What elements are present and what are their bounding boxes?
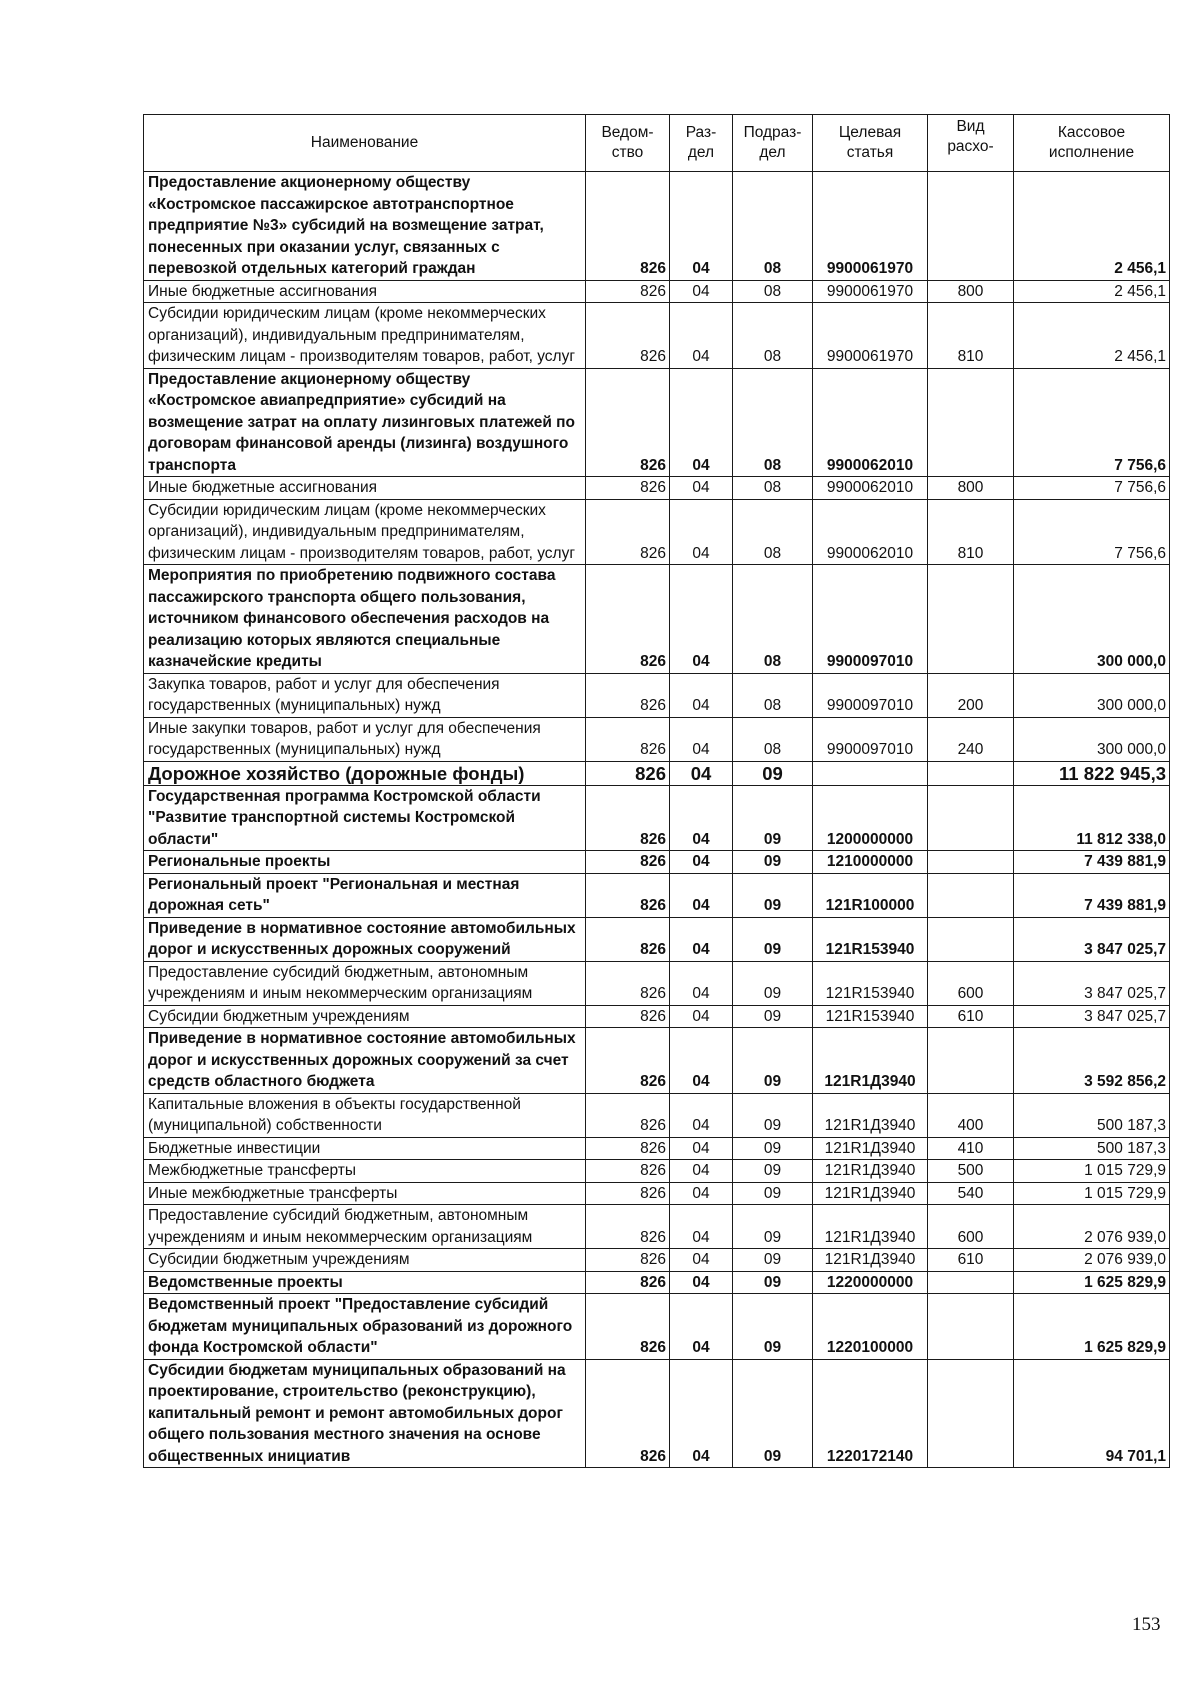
row-vid-rashodov [928,565,1014,674]
row-podrazdel: 09 [733,1137,813,1160]
row-vid-rashodov [928,1294,1014,1360]
row-vedomstvo: 826 [586,1160,670,1183]
table-row [144,1160,1170,1183]
row-podrazdel: 08 [733,172,813,281]
row-vedomstvo: 826 [586,1249,670,1272]
row-razdel: 04 [670,961,733,1005]
row-vedomstvo: 826 [586,565,670,674]
header-razdel: Раз- дел [670,115,733,172]
row-razdel: 04 [670,1359,733,1468]
row-vid-rashodov: 600 [928,1205,1014,1249]
row-razdel: 04 [670,280,733,303]
row-razdel: 04 [670,565,733,674]
row-vid-rashodov [928,1028,1014,1094]
row-razdel: 04 [670,1005,733,1028]
row-vedomstvo: 826 [586,961,670,1005]
row-razdel: 04 [670,717,733,761]
row-vid-rashodov: 610 [928,1249,1014,1272]
row-podrazdel: 09 [733,961,813,1005]
row-vedomstvo: 826 [586,917,670,961]
row-vid-rashodov: 800 [928,477,1014,500]
row-vid-rashodov [928,785,1014,851]
row-podrazdel: 08 [733,565,813,674]
row-name: Предоставление субсидий бюджетным, автономным учреждениям и иным некоммерческим организациям [144,961,586,1005]
row-celevaya-statya: 9900062010 [813,499,928,565]
table-row [144,1028,1170,1094]
row-podrazdel: 09 [733,1205,813,1249]
table-row [144,499,1170,565]
table-header-row [144,115,1170,172]
row-kassovoe-ispolnenie: 1 625 829,9 [1014,1271,1170,1294]
row-razdel: 04 [670,1093,733,1137]
row-kassovoe-ispolnenie: 300 000,0 [1014,673,1170,717]
row-vid-rashodov [928,1359,1014,1468]
row-name: Предоставление субсидий бюджетным, автономным учреждениям и иным некоммерческим организациям [144,1205,586,1249]
row-vedomstvo: 826 [586,1271,670,1294]
row-name: Ведомственные проекты [144,1271,586,1294]
row-celevaya-statya: 9900062010 [813,368,928,477]
row-podrazdel: 09 [733,1093,813,1137]
row-celevaya-statya: 9900062010 [813,477,928,500]
row-vid-rashodov [928,1271,1014,1294]
row-podrazdel: 09 [733,1359,813,1468]
row-vedomstvo: 826 [586,1137,670,1160]
row-vedomstvo: 826 [586,673,670,717]
row-celevaya-statya: 9900061970 [813,280,928,303]
row-vedomstvo: 826 [586,172,670,281]
row-name: Дорожное хозяйство (дорожные фонды) [144,761,586,785]
row-name: Государственная программа Костромской области "Развитие транспортной системы Костромской области" [144,785,586,851]
table-row [144,1005,1170,1028]
row-kassovoe-ispolnenie: 500 187,3 [1014,1093,1170,1137]
row-vedomstvo: 826 [586,477,670,500]
row-vedomstvo: 826 [586,499,670,565]
row-celevaya-statya: 121R153940 [813,917,928,961]
row-vedomstvo: 826 [586,761,670,785]
row-name: Региональный проект "Региональная и местная дорожная сеть" [144,873,586,917]
row-vid-rashodov: 240 [928,717,1014,761]
row-kassovoe-ispolnenie: 7 756,6 [1014,368,1170,477]
row-razdel: 04 [670,477,733,500]
row-name: Приведение в нормативное состояние автомобильных дорог и искусственных дорожных сооружений [144,917,586,961]
table-row [144,1093,1170,1137]
row-razdel: 04 [670,1182,733,1205]
row-kassovoe-ispolnenie: 2 456,1 [1014,303,1170,369]
row-razdel: 04 [670,1028,733,1094]
table-row [144,961,1170,1005]
row-name: Региональные проекты [144,851,586,874]
row-podrazdel: 09 [733,1249,813,1272]
row-kassovoe-ispolnenie: 7 756,6 [1014,499,1170,565]
table-row [144,565,1170,674]
row-vid-rashodov: 810 [928,499,1014,565]
budget-execution-table [143,114,1170,1468]
row-celevaya-statya: 1200000000 [813,785,928,851]
row-vedomstvo: 826 [586,1205,670,1249]
table-row [144,873,1170,917]
row-celevaya-statya: 9900061970 [813,303,928,369]
row-celevaya-statya: 9900061970 [813,172,928,281]
row-vid-rashodov: 500 [928,1160,1014,1183]
row-kassovoe-ispolnenie: 3 847 025,7 [1014,917,1170,961]
table-row [144,172,1170,281]
row-celevaya-statya: 121R153940 [813,961,928,1005]
table-row [144,1137,1170,1160]
row-kassovoe-ispolnenie: 7 756,6 [1014,477,1170,500]
row-kassovoe-ispolnenie: 1 625 829,9 [1014,1294,1170,1360]
row-vid-rashodov: 800 [928,280,1014,303]
row-celevaya-statya: 1210000000 [813,851,928,874]
row-razdel: 04 [670,1205,733,1249]
header-vid-rashodov: Вид расхо- [928,115,1014,172]
row-name: Приведение в нормативное состояние автомобильных дорог и искусственных дорожных сооружений за счет средств областного бюджета [144,1028,586,1094]
header-celevaya-statya: Целевая статья [813,115,928,172]
row-celevaya-statya: 1220100000 [813,1294,928,1360]
row-razdel: 04 [670,873,733,917]
table-row [144,917,1170,961]
row-celevaya-statya: 1220172140 [813,1359,928,1468]
table-row [144,717,1170,761]
row-podrazdel: 09 [733,1160,813,1183]
row-name: Субсидии бюджетным учреждениям [144,1249,586,1272]
row-podrazdel: 09 [733,851,813,874]
row-vedomstvo: 826 [586,717,670,761]
table-row [144,851,1170,874]
header-name: Наименование [144,115,586,172]
row-celevaya-statya: 121R1Д3940 [813,1137,928,1160]
row-name: Субсидии бюджетам муниципальных образований на проектирование, строительство (реконструкцию), капитальный ремонт и ремонт автомобильных дорог общего пользования местного значения на основе общественных инициатив [144,1359,586,1468]
row-razdel: 04 [670,1160,733,1183]
row-podrazdel: 08 [733,499,813,565]
row-vedomstvo: 826 [586,368,670,477]
row-razdel: 04 [670,1271,733,1294]
row-razdel: 04 [670,499,733,565]
row-vedomstvo: 826 [586,280,670,303]
row-celevaya-statya: 9900097010 [813,673,928,717]
row-kassovoe-ispolnenie: 2 456,1 [1014,280,1170,303]
row-kassovoe-ispolnenie: 3 847 025,7 [1014,1005,1170,1028]
row-celevaya-statya: 121R153940 [813,1005,928,1028]
row-kassovoe-ispolnenie: 300 000,0 [1014,717,1170,761]
row-razdel: 04 [670,368,733,477]
table-row [144,785,1170,851]
row-kassovoe-ispolnenie: 2 456,1 [1014,172,1170,281]
table-row [144,1271,1170,1294]
table-row [144,1205,1170,1249]
row-name: Иные межбюджетные трансферты [144,1182,586,1205]
row-vid-rashodov: 410 [928,1137,1014,1160]
row-name: Субсидии бюджетным учреждениям [144,1005,586,1028]
table-row [144,1294,1170,1360]
table-row [144,368,1170,477]
row-name: Закупка товаров, работ и услуг для обеспечения государственных (муниципальных) нужд [144,673,586,717]
header-kassovoe-ispolnenie: Кассовое исполнение [1014,115,1170,172]
row-kassovoe-ispolnenie: 500 187,3 [1014,1137,1170,1160]
row-kassovoe-ispolnenie: 2 076 939,0 [1014,1205,1170,1249]
row-vid-rashodov: 540 [928,1182,1014,1205]
row-razdel: 04 [670,785,733,851]
row-vedomstvo: 826 [586,1294,670,1360]
table-row [144,477,1170,500]
row-vedomstvo: 826 [586,1005,670,1028]
row-celevaya-statya: 121R1Д3940 [813,1160,928,1183]
row-celevaya-statya: 121R1Д3940 [813,1093,928,1137]
row-vid-rashodov [928,761,1014,785]
row-celevaya-statya [813,761,928,785]
table-row [144,1249,1170,1272]
row-name: Предоставление акционерному обществу «Костромское авиапредприятие» субсидий на возмещение затрат на оплату лизинговых платежей по договорам финансовой аренды (лизинга) воздушного транспорта [144,368,586,477]
row-podrazdel: 09 [733,1005,813,1028]
row-kassovoe-ispolnenie: 7 439 881,9 [1014,873,1170,917]
row-name: Мероприятия по приобретению подвижного состава пассажирского транспорта общего пользования, источником финансового обеспечения расходов на реализацию которых являются специальные казначейские кредиты [144,565,586,674]
row-celevaya-statya: 9900097010 [813,565,928,674]
row-celevaya-statya: 121R1Д3940 [813,1205,928,1249]
row-kassovoe-ispolnenie: 94 701,1 [1014,1359,1170,1468]
row-vid-rashodov: 600 [928,961,1014,1005]
row-celevaya-statya: 1220000000 [813,1271,928,1294]
row-podrazdel: 09 [733,1028,813,1094]
row-kassovoe-ispolnenie: 1 015 729,9 [1014,1182,1170,1205]
row-podrazdel: 09 [733,1294,813,1360]
header-vedomstvo: Ведом- ство [586,115,670,172]
row-razdel: 04 [670,1137,733,1160]
row-celevaya-statya: 121R1Д3940 [813,1249,928,1272]
header-podrazdel: Подраз- дел [733,115,813,172]
row-podrazdel: 08 [733,477,813,500]
row-vedomstvo: 826 [586,785,670,851]
row-razdel: 04 [670,1294,733,1360]
table-row [144,1182,1170,1205]
row-kassovoe-ispolnenie: 300 000,0 [1014,565,1170,674]
row-kassovoe-ispolnenie: 1 015 729,9 [1014,1160,1170,1183]
row-podrazdel: 09 [733,917,813,961]
row-vid-rashodov: 810 [928,303,1014,369]
row-celevaya-statya: 121R1Д3940 [813,1182,928,1205]
row-name: Субсидии юридическим лицам (кроме некоммерческих организаций), индивидуальным предпринимателям, физическим лицам - производителям товаров, работ, услуг [144,303,586,369]
budget-table-sheet [143,114,1169,1468]
row-name: Субсидии юридическим лицам (кроме некоммерческих организаций), индивидуальным предпринимателям, физическим лицам - производителям товаров, работ, услуг [144,499,586,565]
row-celevaya-statya: 121R100000 [813,873,928,917]
row-podrazdel: 09 [733,873,813,917]
row-vedomstvo: 826 [586,873,670,917]
row-kassovoe-ispolnenie: 11 812 338,0 [1014,785,1170,851]
row-vedomstvo: 826 [586,303,670,369]
row-podrazdel: 09 [733,1182,813,1205]
row-razdel: 04 [670,172,733,281]
row-razdel: 04 [670,1249,733,1272]
row-name: Иные бюджетные ассигнования [144,477,586,500]
row-vedomstvo: 826 [586,1093,670,1137]
row-name: Иные бюджетные ассигнования [144,280,586,303]
row-vedomstvo: 826 [586,1028,670,1094]
row-name: Капитальные вложения в объекты государственной (муниципальной) собственности [144,1093,586,1137]
row-kassovoe-ispolnenie: 3 592 856,2 [1014,1028,1170,1094]
row-kassovoe-ispolnenie: 2 076 939,0 [1014,1249,1170,1272]
row-name: Предоставление акционерному обществу «Костромское пассажирское автотранспортное предприятие №3» субсидий на возмещение затрат, понесенных при оказании услуг, связанных с перевозкой отдельных категорий граждан [144,172,586,281]
table-row [144,1359,1170,1468]
row-name: Бюджетные инвестиции [144,1137,586,1160]
row-vedomstvo: 826 [586,851,670,874]
page-number: 153 [1132,1614,1161,1635]
row-kassovoe-ispolnenie: 11 822 945,3 [1014,761,1170,785]
row-podrazdel: 08 [733,673,813,717]
row-celevaya-statya: 121R1Д3940 [813,1028,928,1094]
row-podrazdel: 09 [733,761,813,785]
row-vid-rashodov [928,873,1014,917]
row-vid-rashodov [928,368,1014,477]
row-podrazdel: 09 [733,1271,813,1294]
row-vid-rashodov [928,917,1014,961]
table-row [144,761,1170,785]
row-celevaya-statya: 9900097010 [813,717,928,761]
row-name: Иные закупки товаров, работ и услуг для обеспечения государственных (муниципальных) нужд [144,717,586,761]
row-razdel: 04 [670,761,733,785]
row-kassovoe-ispolnenie: 3 847 025,7 [1014,961,1170,1005]
row-podrazdel: 08 [733,368,813,477]
row-razdel: 04 [670,673,733,717]
table-body [144,172,1170,1468]
table-row [144,303,1170,369]
row-vid-rashodov [928,851,1014,874]
table-row [144,280,1170,303]
row-kassovoe-ispolnenie: 7 439 881,9 [1014,851,1170,874]
row-podrazdel: 08 [733,303,813,369]
row-vedomstvo: 826 [586,1359,670,1468]
row-vedomstvo: 826 [586,1182,670,1205]
row-podrazdel: 08 [733,280,813,303]
row-vid-rashodov: 400 [928,1093,1014,1137]
row-name: Ведомственный проект "Предоставление субсидий бюджетам муниципальных образований из дорожного фонда Костромской области" [144,1294,586,1360]
row-name: Межбюджетные трансферты [144,1160,586,1183]
row-podrazdel: 08 [733,717,813,761]
row-razdel: 04 [670,917,733,961]
row-podrazdel: 09 [733,785,813,851]
table-row [144,673,1170,717]
row-razdel: 04 [670,303,733,369]
row-vid-rashodov [928,172,1014,281]
row-vid-rashodov: 200 [928,673,1014,717]
row-vid-rashodov: 610 [928,1005,1014,1028]
row-razdel: 04 [670,851,733,874]
